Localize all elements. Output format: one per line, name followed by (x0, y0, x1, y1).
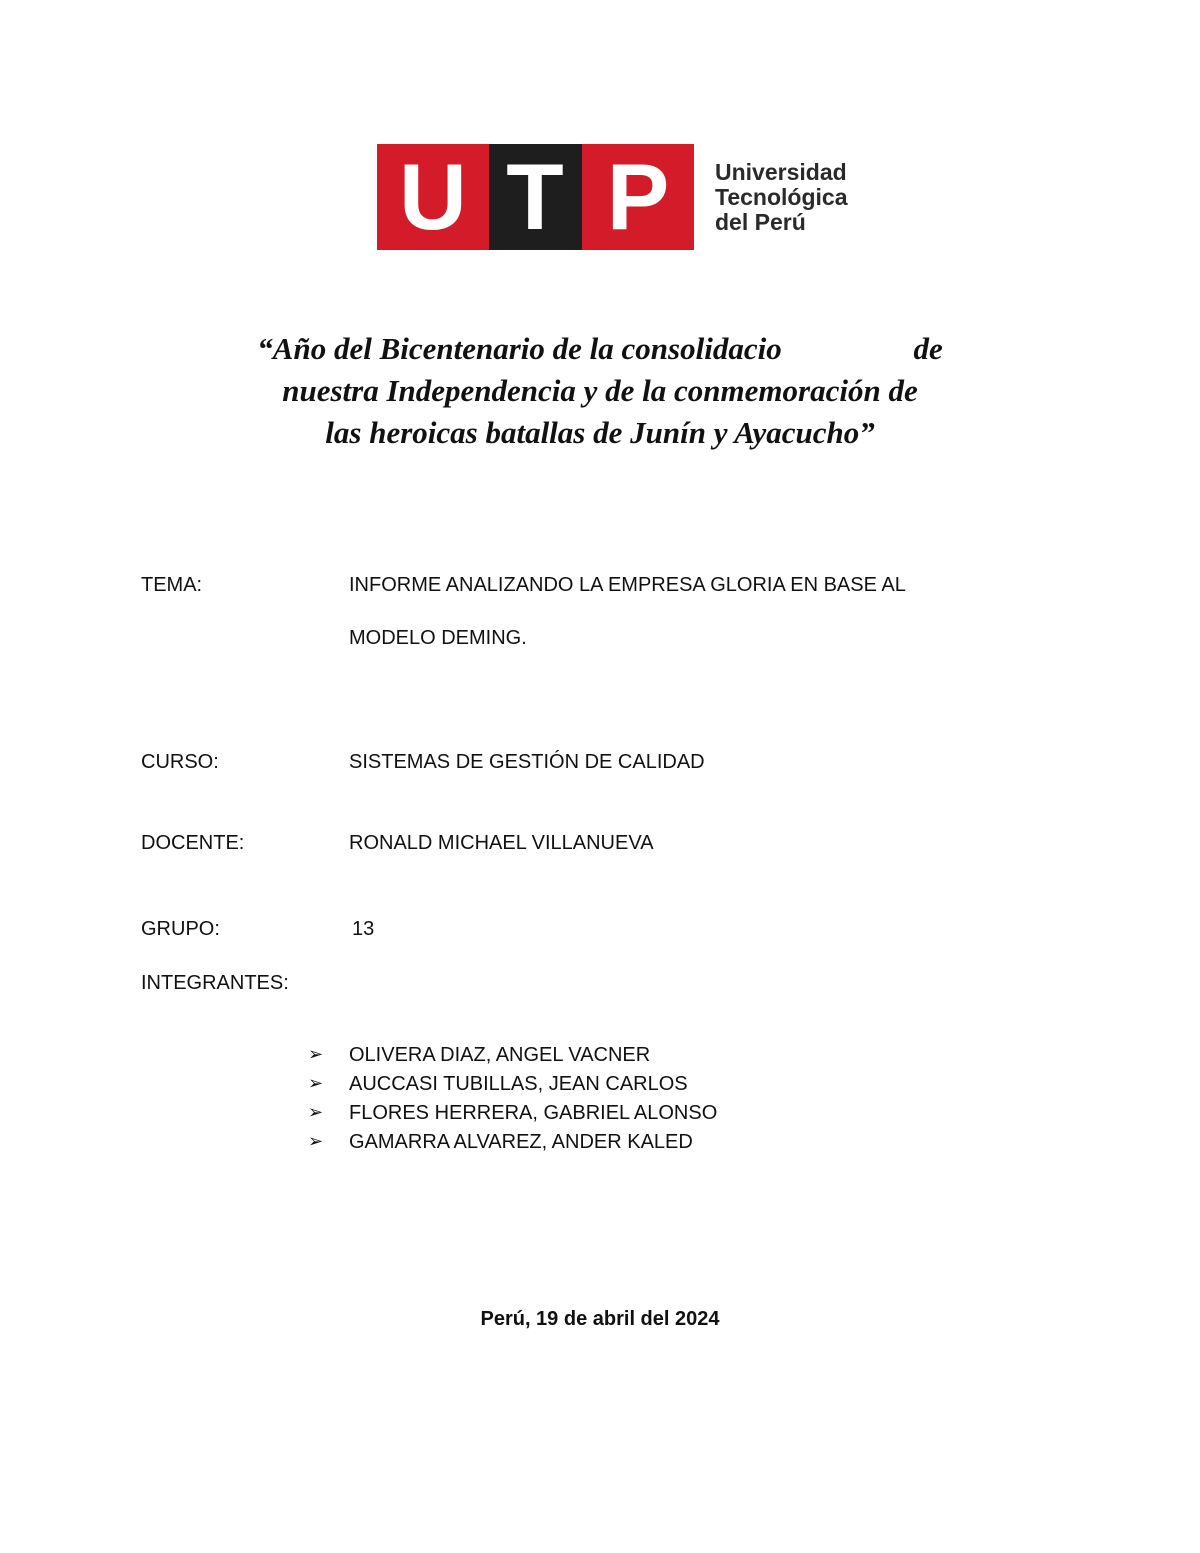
list-item (308, 1040, 908, 1069)
motto-line-3: las heroicas batallas de Junín y Ayacucho” (325, 415, 875, 450)
arrow-bullet-icon: ➢ (308, 1102, 324, 1123)
university-name-line-1: Universidad (715, 159, 847, 185)
logo-block-t (489, 144, 582, 250)
logo-letter-t: T (506, 144, 564, 249)
curso-label: CURSO: (141, 751, 219, 773)
tema-value-line-2: MODELO DEMING. (349, 627, 527, 649)
motto-line-1: “Año del Bicentenario de la consolidacio de (257, 331, 943, 366)
list-item (308, 1098, 908, 1127)
logo-letter-u: U (399, 144, 467, 249)
utp-logo (377, 144, 867, 250)
arrow-bullet-icon: ➢ (308, 1073, 324, 1094)
arrow-bullet-icon: ➢ (308, 1044, 324, 1065)
docente-value: RONALD MICHAEL VILLANUEVA (349, 832, 654, 854)
docente-label: DOCENTE: (141, 832, 245, 854)
tema-value-line-1: INFORME ANALIZANDO LA EMPRESA GLORIA EN BASE AL (349, 574, 906, 596)
tema-label: TEMA: (141, 574, 203, 596)
grupo-label: GRUPO: (141, 918, 220, 940)
motto-line-2: nuestra Independencia y de la conmemoración de (282, 373, 918, 408)
logo-block-p (582, 144, 694, 250)
university-name-line-2: Tecnológica (715, 184, 848, 210)
member-name: AUCCASI TUBILLAS, JEAN CARLOS (349, 1072, 688, 1095)
members-list (308, 1040, 908, 1156)
arrow-bullet-icon: ➢ (308, 1131, 324, 1152)
member-name: OLIVERA DIAZ, ANGEL VACNER (349, 1043, 651, 1066)
member-name: GAMARRA ALVAREZ, ANDER KALED (349, 1130, 693, 1153)
integrantes-label: INTEGRANTES: (141, 972, 289, 994)
list-item (308, 1127, 908, 1156)
university-name-line-3: del Perú (715, 209, 806, 235)
list-item (308, 1069, 908, 1098)
member-name: FLORES HERRERA, GABRIEL ALONSO (349, 1101, 718, 1124)
grupo-value: 13 (352, 918, 375, 940)
footer-date: Perú, 19 de abril del 2024 (480, 1308, 720, 1330)
logo-block-u (377, 144, 489, 250)
logo-letter-p: P (606, 144, 670, 249)
university-name (715, 160, 875, 235)
curso-value: SISTEMAS DE GESTIÓN DE CALIDAD (349, 751, 705, 773)
year-motto (150, 328, 1050, 454)
